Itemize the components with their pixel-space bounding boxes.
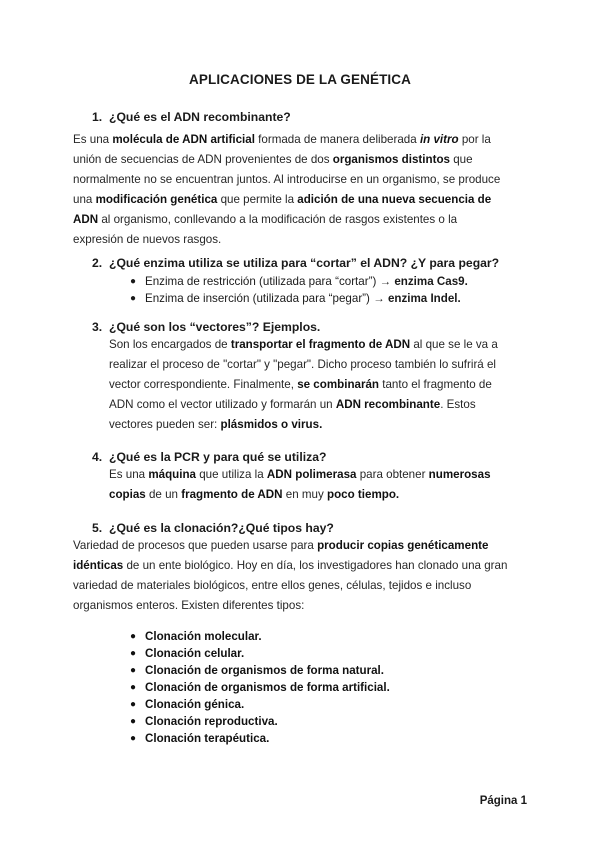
list-item: ● Clonación de organismos de forma artificial. [129,681,390,694]
list-item: ● Clonación celular. [129,647,245,660]
enzyme-list [128,273,548,307]
question-1-heading [92,110,291,124]
question-text: ¿Qué es la clonación?¿Qué tipos hay? [109,521,334,535]
list-item: ● Clonación génica. [129,698,245,711]
text-line: Son los encargados de transportar el fragmento de ADN al que se le va a [109,338,498,351]
text-line: ADN al organismo, conllevando a la modificación de rasgos existentes o la [73,213,458,226]
text-line: expresión de nuevos rasgos. [73,233,222,246]
list-item: ● Clonación molecular. [129,630,262,643]
question-number: 5. [92,521,103,535]
answer-3-paragraph [109,335,539,435]
question-5-heading [92,521,334,535]
text-line: vectores pueden ser: plásmidos o virus. [109,418,323,431]
question-text: ¿Qué enzima utiliza se utiliza para “cortar” el ADN? ¿Y para pegar? [109,256,500,270]
question-number: 3. [92,320,103,334]
list-item: ● Enzima de restricción (utilizada para “cortar”) → enzima Cas9. [129,275,468,288]
bullet-icon: ● [129,293,137,304]
question-number: 2. [92,256,103,270]
list-item: ● Clonación reproductiva. [129,715,278,728]
text-line: vector correspondiente. Finalmente, se combinarán tanto el fragmento de [109,378,492,391]
bullet-icon: ● [129,631,137,642]
text-line: una modificación genética que permite la adición de una nueva secuencia de [73,193,492,206]
list-item: ● Clonación terapéutica. [129,732,270,745]
page-number: Página 1 [479,795,527,807]
bullet-icon: ● [129,699,137,710]
list-item: ● Enzima de inserción (utilizada para “pegar”) → enzima Indel. [129,292,461,305]
cloning-types-list [128,628,528,747]
text-line: realizar el proceso de "cortar" y "pegar". Dicho proceso también lo sufrirá el [109,358,496,371]
question-number: 4. [92,450,103,464]
text-line: copias de un fragmento de ADN en muy poco tiempo. [109,488,400,501]
text-line: Variedad de procesos que pueden usarse para producir copias genéticamente [73,539,489,552]
question-4-heading [92,450,326,464]
question-number: 1. [92,110,103,124]
answer-5-paragraph [73,536,543,616]
question-text: ¿Qué es el ADN recombinante? [109,110,291,124]
bullet-icon: ● [129,276,137,287]
page-title: APLICACIONES DE LA GENÉTICA [189,72,411,87]
bullet-icon: ● [129,716,137,727]
answer-1-paragraph [73,130,533,250]
text-line: ADN como el vector utilizado y formarán un ADN recombinante. Estos [109,398,476,411]
answer-4-paragraph [109,465,539,505]
bullet-icon: ● [129,648,137,659]
text-line: variedad de materiales biológicos, entre ellos genes, células, tejidos e incluso [73,579,472,592]
text-line: organismos enteros. Existen diferentes tipos: [73,599,305,612]
question-3-heading [92,320,320,334]
bullet-icon: ● [129,733,137,744]
bullet-icon: ● [129,665,137,676]
text-line: normalmente no se encuentran juntos. Al introducirse en un organismo, se produce [73,173,501,186]
text-line: unión de secuencias de ADN provenientes de dos organismos distintos que [73,153,473,166]
question-text: ¿Qué es la PCR y para qué se utiliza? [109,450,327,464]
list-item: ● Clonación de organismos de forma natural. [129,664,385,677]
text-line: idénticas de un ente biológico. Hoy en día, los investigadores han clonado una gran [73,559,508,572]
question-text: ¿Qué son los “vectores”? Ejemplos. [109,320,321,334]
text-line: Es una máquina que utiliza la ADN polimerasa para obtener numerosas [109,468,491,481]
question-2-heading [92,256,499,270]
bullet-icon: ● [129,682,137,693]
text-line: Es una molécula de ADN artificial formada de manera deliberada in vitro por la [73,133,491,146]
